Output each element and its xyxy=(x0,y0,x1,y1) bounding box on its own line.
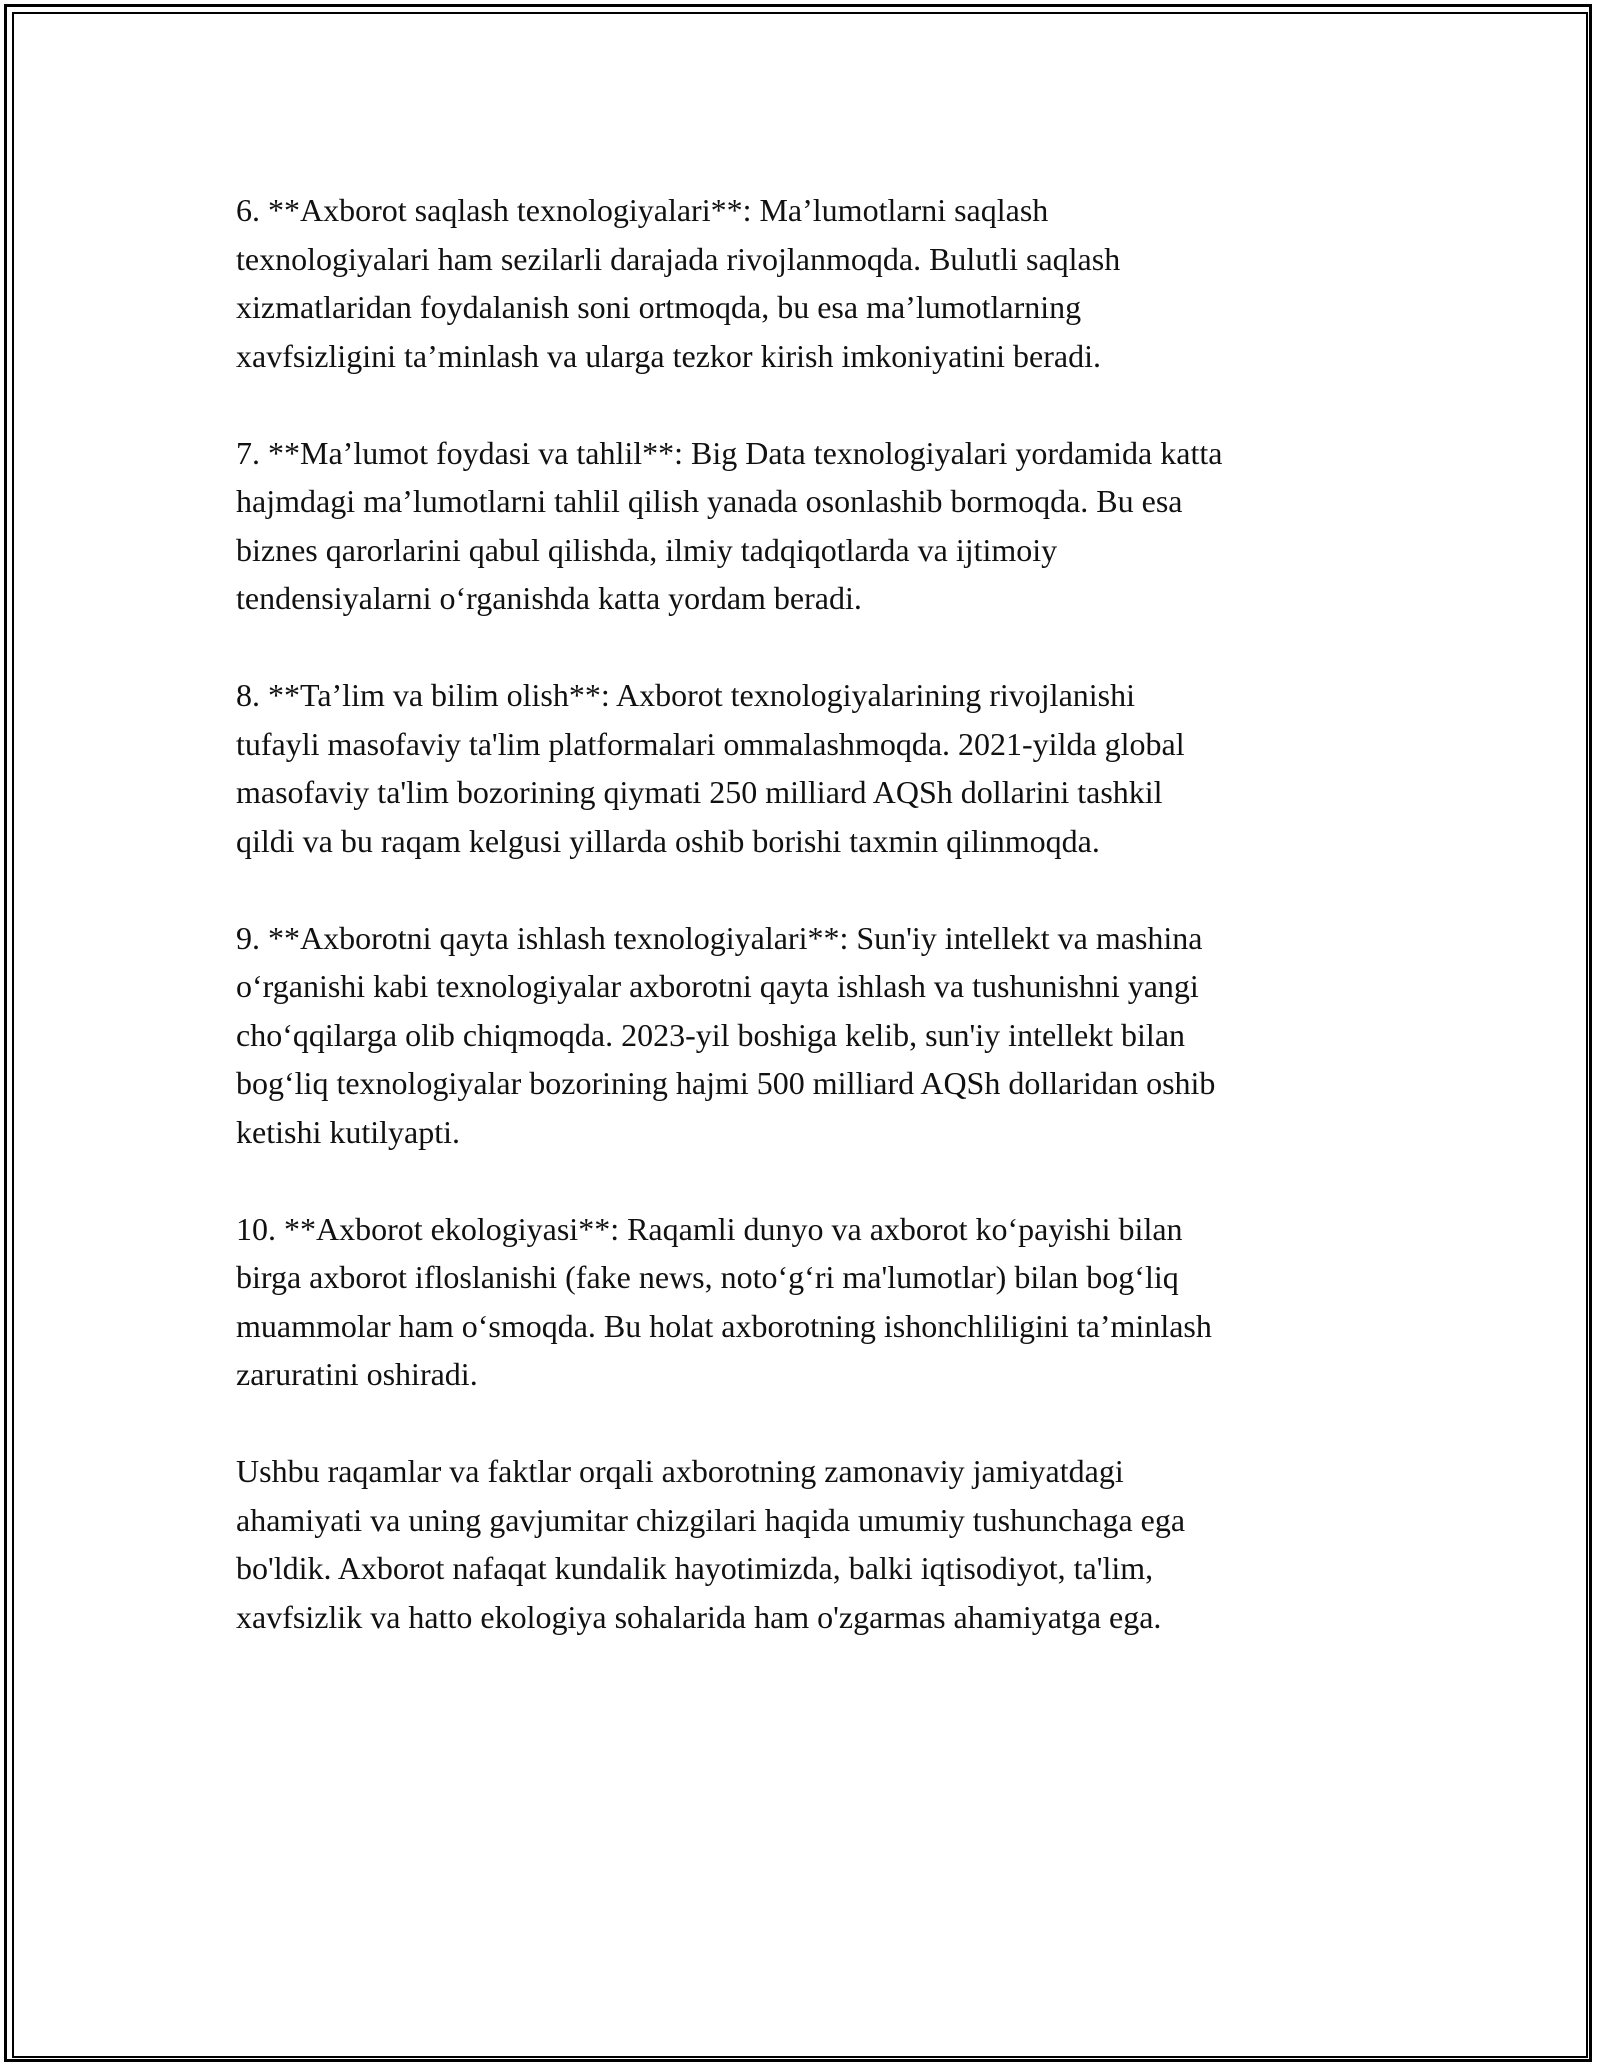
paragraph-item-6: 6. **Axborot saqlash texnologiyalari**: Ma’lumotlarni saqlash texnologiyalari ham sezilarli darajada rivojlanmoqda. Bulutli saqlash xizmatlaridan foydalanish soni ortmoqda, bu esa ma’lumotlarning xavfsizligini ta’minlash va ularga tezkor kirish imkoniyatini beradi. xyxy=(236,192,1121,374)
paragraph-item-7: 7. **Ma’lumot foydasi va tahlil**: Big Data texnologiyalari yordamida katta hajmdagi ma’lumotlarni tahlil qilish yanada osonlashib bormoqda. Bu esa biznes qarorlarini qabul qilishda, ilmiy tadqiqotlarda va ijtimoiy tendensiyalarni o‘rganishda katta yordam beradi. xyxy=(236,434,1223,616)
paragraph-item-9: 9. **Axborotni qayta ishlash texnologiyalari**: Sun'iy intellekt va mashina o‘rganishi kabi texnologiyalar axborotni qayta ishlash va tushunishni yangi cho‘qqilarga olib chiqmoqda. 2023-yil boshiga kelib, sun'iy intellekt bilan bog‘liq texnologiyalar bozorining hajmi 500 milliard AQSh dollaridan oshib ketishi kutilyapti. xyxy=(236,919,1216,1150)
document-body xyxy=(236,186,1386,1690)
paragraph-item-10: 10. **Axborot ekologiyasi**: Raqamli dunyo va axborot ko‘payishi bilan birga axborot ifloslanishi (fake news, noto‘g‘ri ma'lumotlar) bilan bog‘liq muammolar ham o‘smoqda. Bu holat axborotning ishonchliligini ta’minlash zaruratini oshiradi. xyxy=(236,1210,1212,1392)
paragraph-conclusion: Ushbu raqamlar va faktlar orqali axborotning zamonaviy jamiyatdagi ahamiyati va uning gavjumitar chizgilari haqida umumiy tushunchaga ega bo'ldik. Axborot nafaqat kundalik hayotimizda, balki iqtisodiyot, ta'lim, xavfsizlik va hatto ekologiya sohalarida ham o'zgarmas ahamiyatga ega. xyxy=(236,1453,1186,1635)
paragraph-item-8: 8. **Ta’lim va bilim olish**: Axborot texnologiyalarining rivojlanishi tufayli masofaviy ta'lim platformalari ommalashmoqda. 2021-yilda global masofaviy ta'lim bozorining qiymati 250 milliard AQSh dollarini tashkil qildi va bu raqam kelgusi yillarda oshib borishi taxmin qilinmoqda. xyxy=(236,677,1185,859)
